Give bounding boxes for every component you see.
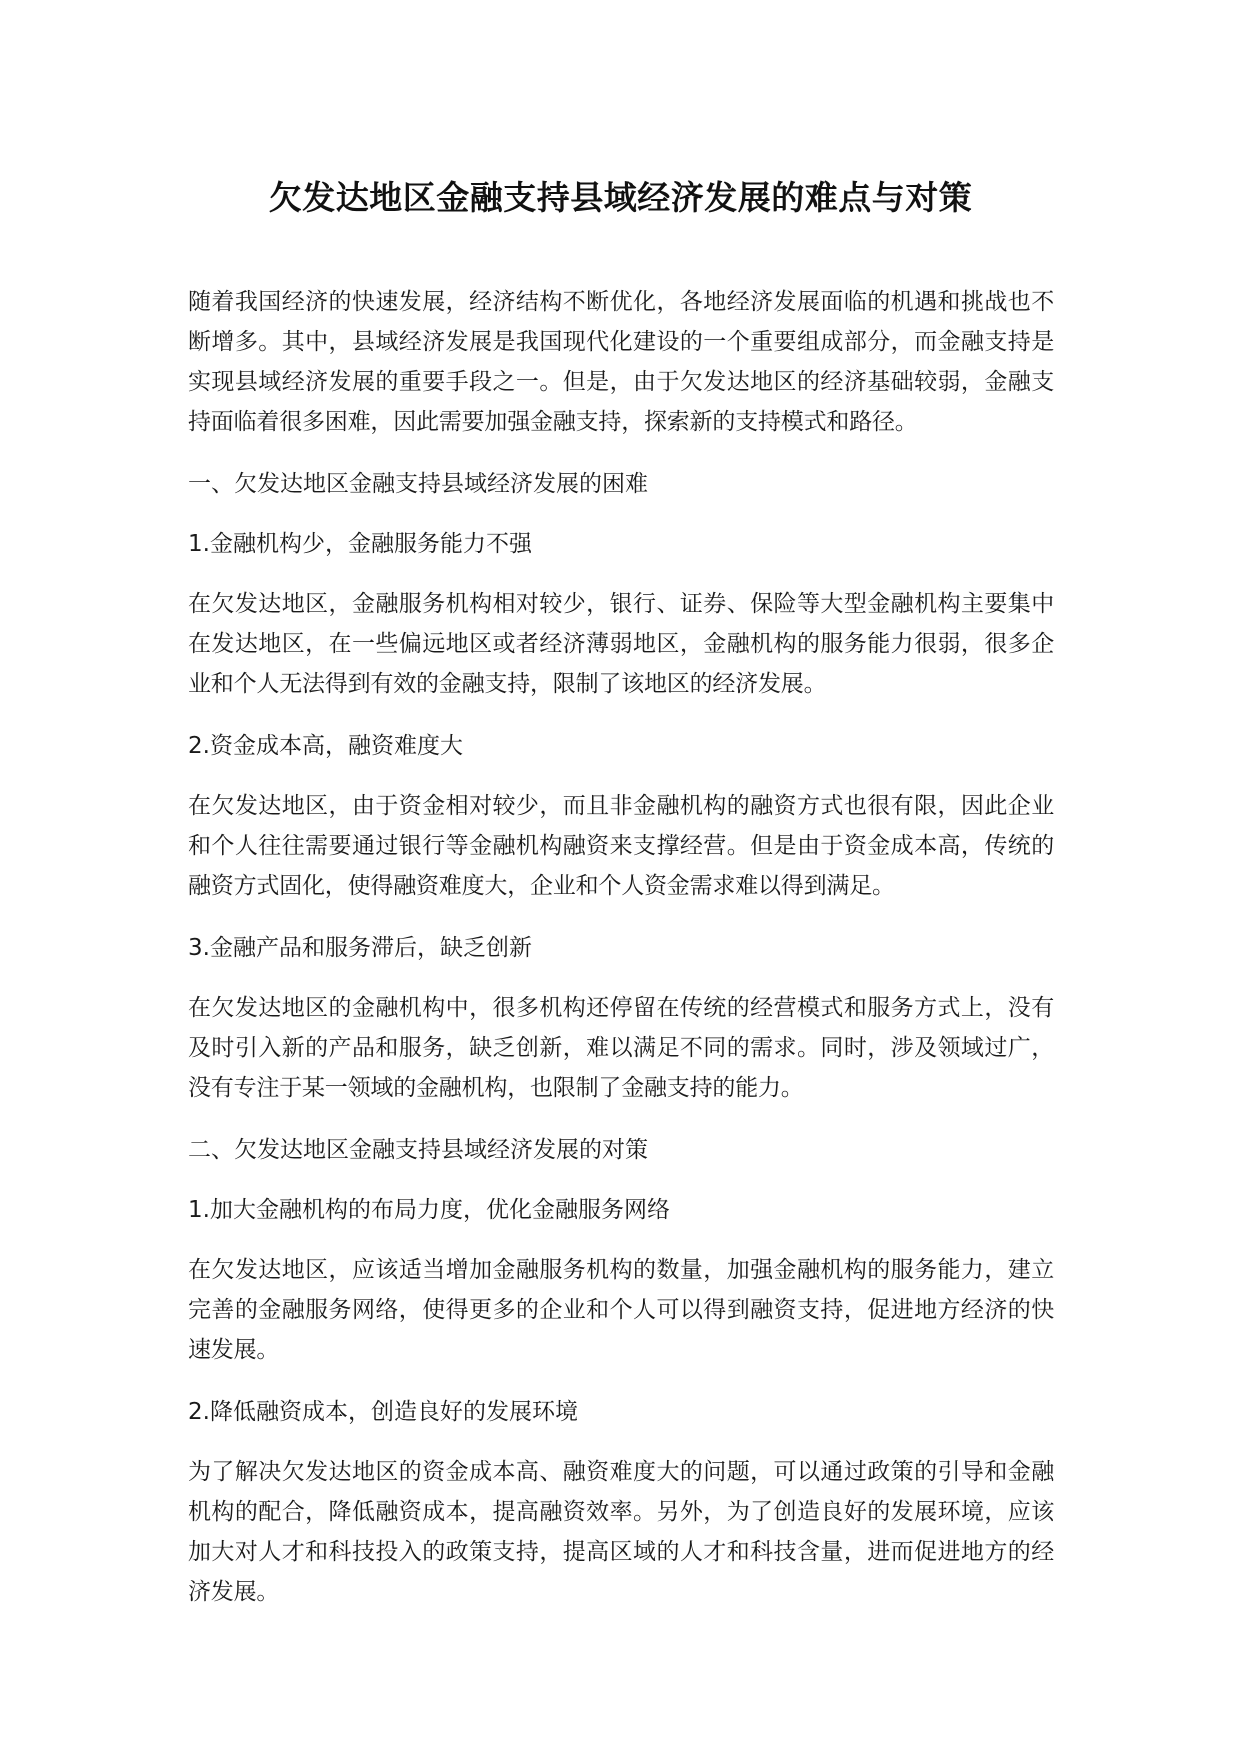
section-heading-difficulties: 一、欠发达地区金融支持县域经济发展的困难 [188,471,648,497]
paragraph-financing-cost: 在欠发达地区，由于资金相对较少，而且非金融机构的融资方式也很有限，因此企业和个人往往需要通过银行等金融机构融资来支撑经营。但是由于资金成本高，传统的融资方式固化，使得融资难度大，企业和个人资金需求难以得到满足。 [188,793,1054,899]
subheading-3-products-services: 3.金融产品和服务滞后，缺乏创新 [188,935,532,961]
document-title: 欠发达地区金融支持县域经济发展的难点与对策 [268,178,973,217]
subheading-1-network: 1.加大金融机构的布局力度，优化金融服务网络 [188,1197,670,1223]
paragraph-products-services: 在欠发达地区的金融机构中，很多机构还停留在传统的经营模式和服务方式上，没有及时引入新的产品和服务，缺乏创新，难以满足不同的需求。同时，涉及领域过广，没有专注于某一领域的金融机构，也限制了金融支持的能力。 [188,995,1054,1101]
document-body [188,282,1054,1634]
paragraph-institutions: 在欠发达地区，金融服务机构相对较少，银行、证券、保险等大型金融机构主要集中在发达地区，在一些偏远地区或者经济薄弱地区，金融机构的服务能力很弱，很多企业和个人无法得到有效的金融支持，限制了该地区的经济发展。 [188,591,1054,697]
paragraph-environment: 为了解决欠发达地区的资金成本高、融资难度大的问题，可以通过政策的引导和金融机构的配合，降低融资成本，提高融资效率。另外，为了创造良好的发展环境，应该加大对人才和科技投入的政策支持，提高区域的人才和科技含量，进而促进地方的经济发展。 [188,1459,1054,1605]
subheading-2-financing-cost: 2.资金成本高，融资难度大 [188,733,463,759]
paragraph-network: 在欠发达地区，应该适当增加金融服务机构的数量，加强金融机构的服务能力，建立完善的金融服务网络，使得更多的企业和个人可以得到融资支持，促进地方经济的快速发展。 [188,1257,1054,1363]
intro-paragraph: 随着我国经济的快速发展，经济结构不断优化，各地经济发展面临的机遇和挑战也不断增多。其中，县域经济发展是我国现代化建设的一个重要组成部分，而金融支持是实现县域经济发展的重要手段之一。但是，由于欠发达地区的经济基础较弱，金融支持面临着很多困难，因此需要加强金融支持，探索新的支持模式和路径。 [188,289,1054,435]
subheading-1-institutions: 1.金融机构少，金融服务能力不强 [188,531,532,557]
subheading-2-environment: 2.降低融资成本，创造良好的发展环境 [188,1399,578,1425]
section-heading-countermeasures: 二、欠发达地区金融支持县域经济发展的对策 [188,1137,648,1163]
